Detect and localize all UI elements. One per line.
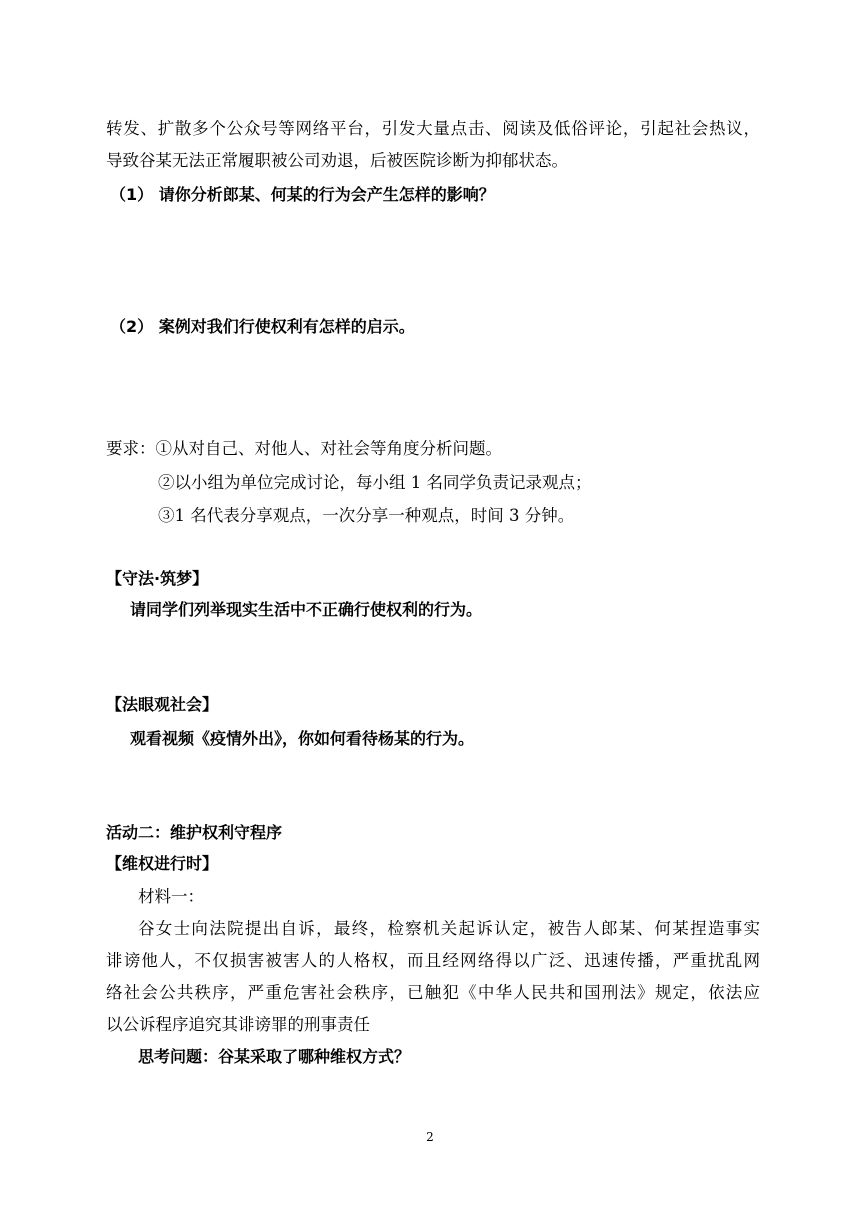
question-1: （1） 请你分析郎某、何某的行为会产生怎样的影响？ <box>110 185 495 204</box>
section-law-dream-prompt: 请同学们列举现实生活中不正确行使权利的行为。 <box>130 600 483 619</box>
requirement-3: ③1 名代表分享观点，一次分享一种观点，时间 3 分钟。 <box>158 506 575 525</box>
material-line-4: 以公诉程序追究其诽谤罪的刑事责任 <box>106 1015 370 1034</box>
intro-line-2: 导致谷某无法正常履职被公司劝退，后被医院诊断为抑郁状态。 <box>106 151 568 170</box>
requirement-1: 要求：①从对自己、对他人、对社会等角度分析问题。 <box>106 439 502 458</box>
think-question: 思考问题：谷某采取了哪种维权方式？ <box>138 1047 411 1066</box>
question-2: （2） 案例对我们行使权利有怎样的启示。 <box>110 317 415 336</box>
material-label: 材料一： <box>138 887 204 906</box>
material-line-2: 诽谤他人，不仅损害被害人的人格权，而且经网络得以广泛、迅速传播，严重扰乱网 <box>106 951 760 970</box>
requirement-2: ②以小组为单位完成讨论，每小组 1 名同学负责记录观点； <box>158 473 592 492</box>
activity-two-heading: 【维权进行时】 <box>106 854 219 873</box>
intro-line-1: 转发、扩散多个公众号等网络平台，引发大量点击、阅读及低俗评论，引起社会热议， <box>106 119 760 138</box>
section-law-dream-heading: 【守法·筑梦】 <box>106 569 209 588</box>
material-line-1: 谷女士向法院提出自诉，最终，检察机关起诉认定，被告人郎某、何某捏造事实 <box>138 919 760 938</box>
section-law-eye-prompt: 观看视频《疫情外出》，你如何看待杨某的行为。 <box>130 729 475 748</box>
section-law-eye-heading: 【法眼观社会】 <box>106 695 219 714</box>
page-number: 2 <box>426 1130 434 1144</box>
activity-two-title: 活动二：维护权利守程序 <box>106 823 283 842</box>
material-line-3: 络社会公共秩序，严重危害社会秩序，已触犯《中华人民共和国刑法》规定，依法应 <box>106 983 760 1002</box>
